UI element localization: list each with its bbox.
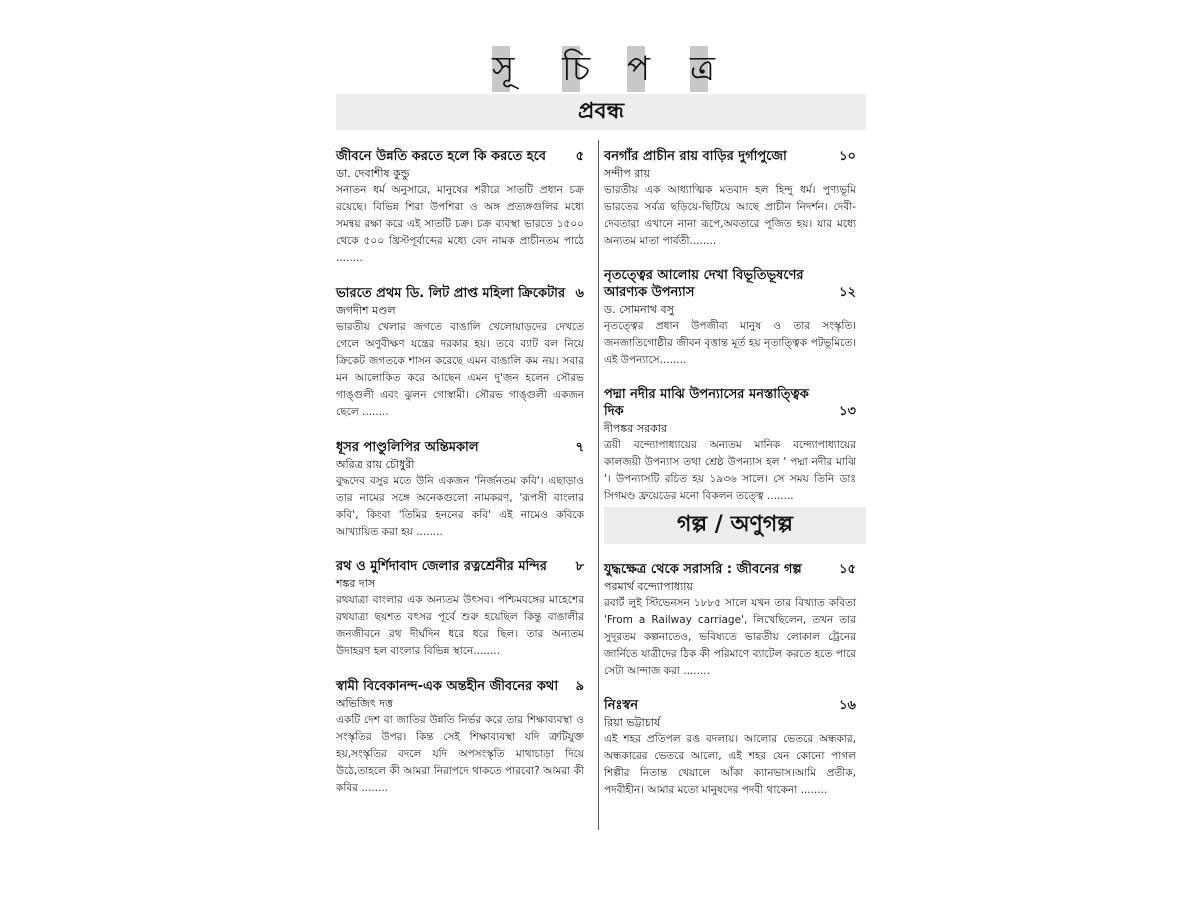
entry-excerpt: সনাতন ধর্ম অনুসারে, মানুষের শরীরে সাতটি প্রধান চক্র রয়েছে। বিভিন্ন শিরা উপশিরা ও অঙ্গ প্রত্যঙ্গগুলির মধ্যে সমন্বয় রক্ষা করে এই সাতটি চক্র। চক্র ব্যবস্থা ভারতে ১৫০০ থেকে ৫০০ খ্রিস্টপূর্বাব্দের মধ্যে বেদ নামক প্রাচীনতম পাঠে ........ [336,184,584,264]
column-divider [598,140,599,830]
entry-excerpt: ভারতীয় খেলার জগতে বাঙালি খেলোয়াড়দের দেখতে গেলে অণুবীক্ষণ যন্ত্রের দরকার হয়। তবে ব্যাট বল নিয়ে ক্রিকেট জগতকে শাসন করেছে এমন বাঙালি কম নয়। সবার মন আলোকিত করে আছেন এমন দু'জন হলেন সৌরভ গাঙ্গুলী এবং ঝুলন গোস্বামী। সৌরভ গাঙ্গুলী একজন ছেলে ........ [336,321,584,418]
entry-excerpt: একটি দেশ বা জাতির উন্নতি নির্ভর করে তার শিক্ষাব্যবস্থা ও সংস্কৃতির উপর। কিন্ত সেই শিক্ষাব্যবস্থা যদি ত্রুটিযুক্ত হয়,সংস্কৃতির বদলে যদি অপসংস্কৃতি মাথাচাড়া দিয়ে উঠে,তাহলে কী আমরা নিরাপদে থাকতে পারবো? আমরা কী কবির ........ [336,714,584,794]
entry-author: শঙ্কর দাস [336,577,376,590]
toc-entry[interactable] [604,561,856,680]
contents-title [336,46,866,92]
section-header-probondho: প্রবন্ধ [336,94,866,130]
entry-title: ধূসর পাণ্ডুলিপির অন্তিমকাল [336,440,479,455]
toc-entry[interactable] [604,148,856,250]
toc-entry[interactable] [604,267,856,369]
entry-title: রথ ও মুর্শিদাবাদ জেলার রত্নশ্রেনীর মন্দির [336,559,547,574]
entry-author: অরিত্র রায় চৌধুরী [336,458,415,471]
entry-page: ৫ [575,149,584,164]
entry-excerpt: রবার্ট লুই স্টিভেনসন ১৮৮৫ সালে যখন তার বিখ্যাত কবিতা 'From a Railway carriage', লিখেছিলেন, তখন তার সুদূরতম কল্পনাতেও, ভবিষ্যতে ভারতীয় লোকাল ট্রেনের জার্নিতে যাত্রীদের ঠিক কী পরিমাণে ব্যাটেল করতে হতে পারে সেটা আন্দাজ করা ........ [604,597,856,677]
toc-entry[interactable] [336,148,584,267]
entry-title: ভারতে প্রথম ডি. লিট প্রাপ্ত মহিলা ক্রিকেটার [336,286,566,301]
contents-page [336,0,866,900]
entry-title: জীবনে উন্নতি করতে হলে কি করতে হবে [336,149,547,164]
title-letter-3: প [627,46,645,92]
entry-author: জগদীশ মণ্ডল [336,304,396,317]
toc-entry[interactable] [336,558,584,660]
toc-entry[interactable] [336,678,584,797]
entry-title: নিঃস্বন [604,698,639,713]
entry-excerpt: ত্রয়ী বন্দ্যোপাধ্যায়ের অন্যতম মানিক বন্দ্যোপাধ্যায়ের কালজয়ী উপন্যাস তথা শ্রেষ্ঠ উপন্যাস হল ' পদ্মা নদীর মাঝি '। উপন্যাসটি রচিত হয় ১৯৩৬ সালে। সে সময় তিনি ডাঃ সিগমণ্ড ফ্রয়েডের মনো বিকলন তত্ত্বে ........ [604,439,856,502]
entry-page: ১২ [839,285,856,300]
entry-author: অভিজিৎ দত্ত [336,697,393,710]
toc-entry[interactable] [336,439,584,541]
entry-title: যুদ্ধক্ষেত্র থেকে সরাসরি : জীবনের গল্প [604,562,802,577]
toc-entry[interactable] [336,285,584,421]
entry-page: ৭ [575,440,584,455]
entry-page: ৯ [575,679,584,694]
entry-author: ড. সোমনাথ বসু [604,303,674,316]
toc-entry[interactable] [604,386,856,505]
entry-title: পদ্মা নদীর মাঝি উপন্যাসের মনস্তাত্ত্বিক দিক [604,387,809,419]
entry-title: বনগাঁর প্রাচীন রায় বাড়ির দুর্গাপুজো [604,149,787,164]
entry-page: ৮ [575,559,584,574]
entry-page: ১৫ [839,562,856,577]
entry-page: ১৬ [839,698,856,713]
entry-author: সন্দীপ রায় [604,167,650,180]
entry-excerpt: ভারতীয় এক আধ্যাত্মিক মতবাদ হল হিন্দু ধর্ম। পুণ্যভূমি ভারতের সর্বত্র ছড়িয়ে-ছিটিয়ে আছে প্রাচীন নিদর্শন। দেবী-দেবতারা এখানে নানা রূপে,অবতারে পূজিত হয়। যার মধ্যে অন্যতম মাতা পার্বতী........ [604,184,856,247]
entry-excerpt: রথযাত্রা বাংলার এক অন্যতম উৎসব। পশ্চিমবঙ্গের মাহেশের রথযাত্রা ছয়শত বৎসর পূর্বে শুরু হয়েছিল কিন্তু বাঙালীর জনজীবনে রথ দীর্ঘদিন ধরে ধরে ছিল। তার অন্যতম উদাহরণ হল বাংলার বিভিন্ন স্থানে........ [336,594,584,657]
entry-page: ৬ [575,286,584,301]
entry-excerpt: এই শহর প্রতিপল রঙ বদলায়। আলোর ভেতরে অন্ধকার, অন্ধকারের ভেতরে আলো, এই শহর যেন কোনো পাগল শিল্পীর নিতান্ত খেয়ালে আঁকা ক্যানভাস।আমি প্রতীক, পদবীহীন। আমার মতো মানুষদের পদবী থাকেনা ........ [604,733,856,796]
title-letter-4: ত্র [690,46,708,92]
entry-title: নৃতত্ত্বের আলোয় দেখা বিভূতিভূষণের আরণ্যক উপন্যাস [604,268,804,300]
entry-page: ১০ [839,149,856,164]
title-letter-2: চি [562,46,580,92]
toc-entry[interactable] [604,697,856,799]
entry-excerpt: বুদ্ধদেব বসুর মতে উনি একজন 'নির্জনতম কবি'। এছাড়াও তার নামের সঙ্গে অনেকগুলো নামকরণ, 'রূপসী বাংলার কবি', কিংবা 'তিমির হননের কবি' এই নামেও কবিকে আখ্যায়িত করা হয় ........ [336,475,584,538]
entry-author: রিয়া ভট্টাচার্য [604,716,661,729]
entry-page: ১৩ [839,404,856,419]
entry-author: দীপঙ্কর সরকার [604,422,668,435]
section-header-golpo: গল্প / অণুগল্প [604,507,866,544]
title-letter-1: সূ [492,46,510,92]
entry-author: ডা. দেবাশীষ কুন্ডু [336,167,410,180]
entry-title: স্বামী বিবেকানন্দ-এক অন্তহীন জীবনের কথা [336,679,559,694]
entry-author: পরমার্থ বন্দ্যোপাধ্যায় [604,580,693,593]
entry-excerpt: নৃতত্ত্বের প্রধান উপজীব্য মানুষ ও তার সংস্কৃতি। জনজাতিগোষ্ঠীর জীবন বৃত্তান্ত মূর্ত হয় নৃতাত্ত্বিক পটভূমিতে। এই উপন্যাসে........ [604,320,856,366]
